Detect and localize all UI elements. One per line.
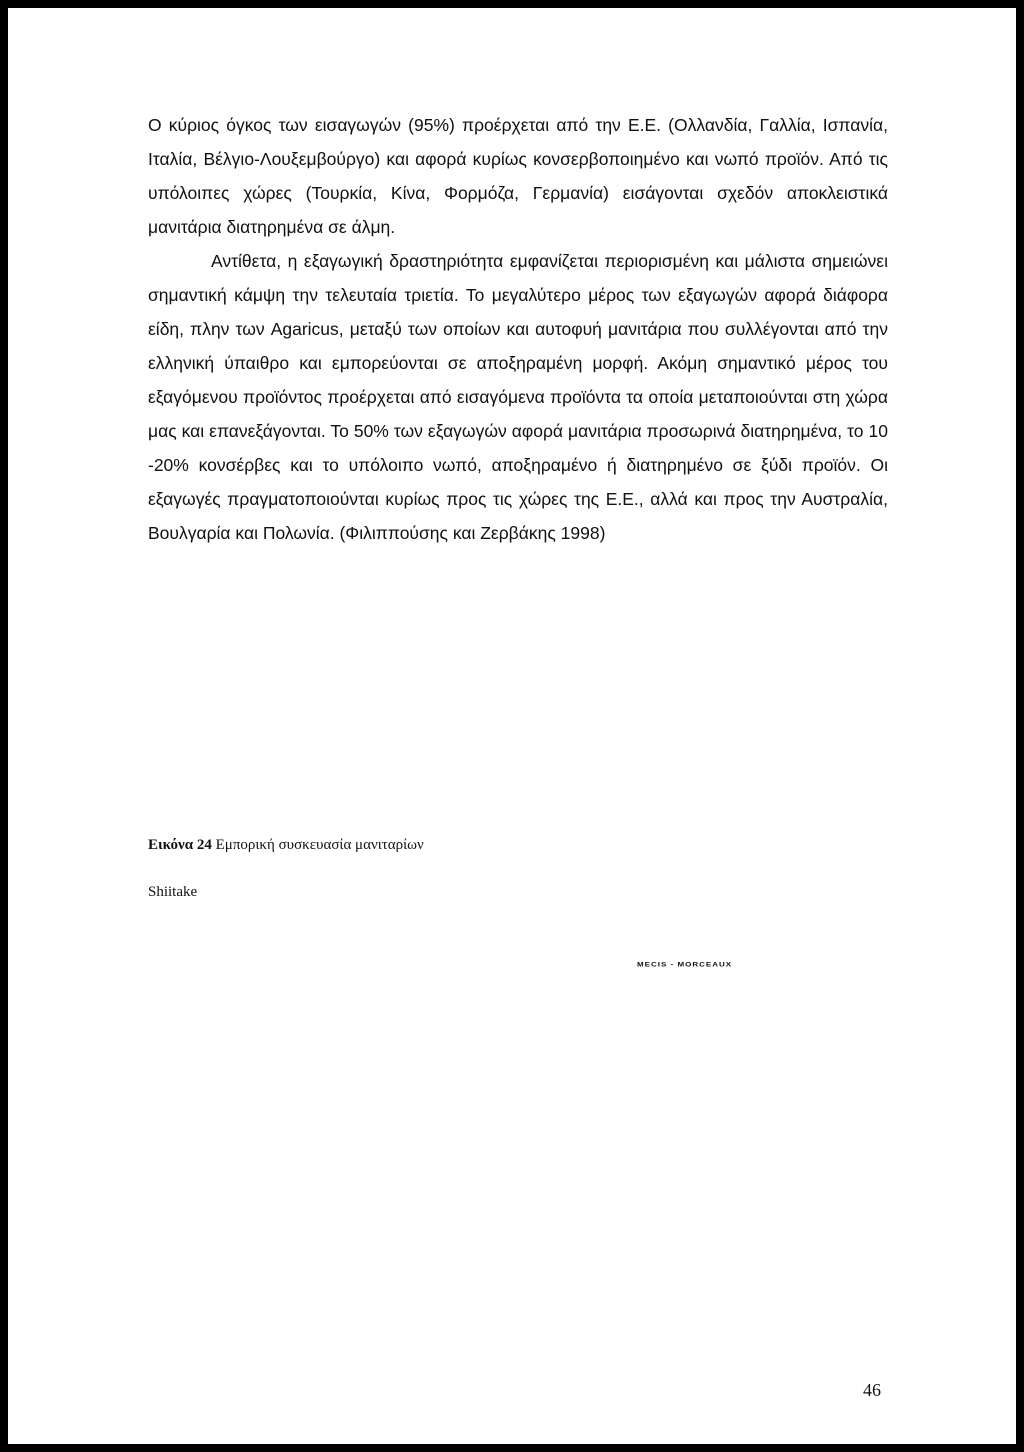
paragraph-exports: Αντίθετα, η εξαγωγική δραστηριότητα εμφανίζεται περιορισμένη και μάλιστα σημειώνει σημαντική κάμψη την τελευταία τριετία. Το μεγαλύτερο μέρος των εξαγωγών αφορά διάφορα είδη, πλην των Agaricus, μεταξύ των οποίων και αυτοφυή μανιτάρια που συλλέγονται από την ελληνική ύπαιθρο και εμπορεύονται σε αποξηραμένη μορφή. Ακόμη σημαντικό μέρος του εξαγόμενου προϊόντος προέρχεται από εισαγόμενα προϊόντα τα οποία μεταποιούνται στη χώρα μας και επανεξάγονται. Το 50% των εξαγωγών αφορά μανιτάρια προσωρινά διατηρημένα, το 10 -20% κονσέρβες και το υπόλοιπο νωπό, αποξηραμένο ή διατηρημένο σε ξύδι προϊόν. Οι εξαγωγές πραγματοποιούνται κυρίως προς τις χώρες της Ε.Ε., αλλά και προς την Αυστραλία, Βουλγαρία και Πολωνία. (Φιλιππούσης και Ζερβάκης 1998)	[148, 251, 888, 543]
figure-label: Εικόνα 24	[148, 837, 212, 853]
paragraph-imports: Ο κύριος όγκος των εισαγωγών (95%) προέρχεται από την Ε.Ε. (Ολλανδία, Γαλλία, Ισπανία, Ιταλία, Βέλγιο-Λουξεμβούργο) και αφορά κυρίως κονσερβοποιημένο και νωπό προϊόν. Από τις υπόλοιπες χώρες (Τουρκία, Κίνα, Φορμόζα, Γερμανία) εισάγονται σχεδόν αποκλειστικά μανιτάρια διατηρημένα σε άλμη.	[148, 115, 888, 237]
packaging-label-text: MECIS - MORCEAUX	[637, 961, 733, 969]
body-text	[148, 108, 888, 550]
page-number: 46	[863, 1380, 881, 1400]
figure-caption-text: Εμπορική συσκευασία μανιταρίων	[215, 837, 424, 853]
figure-subcaption: Shiitake	[148, 884, 198, 900]
figure-caption	[148, 837, 424, 854]
